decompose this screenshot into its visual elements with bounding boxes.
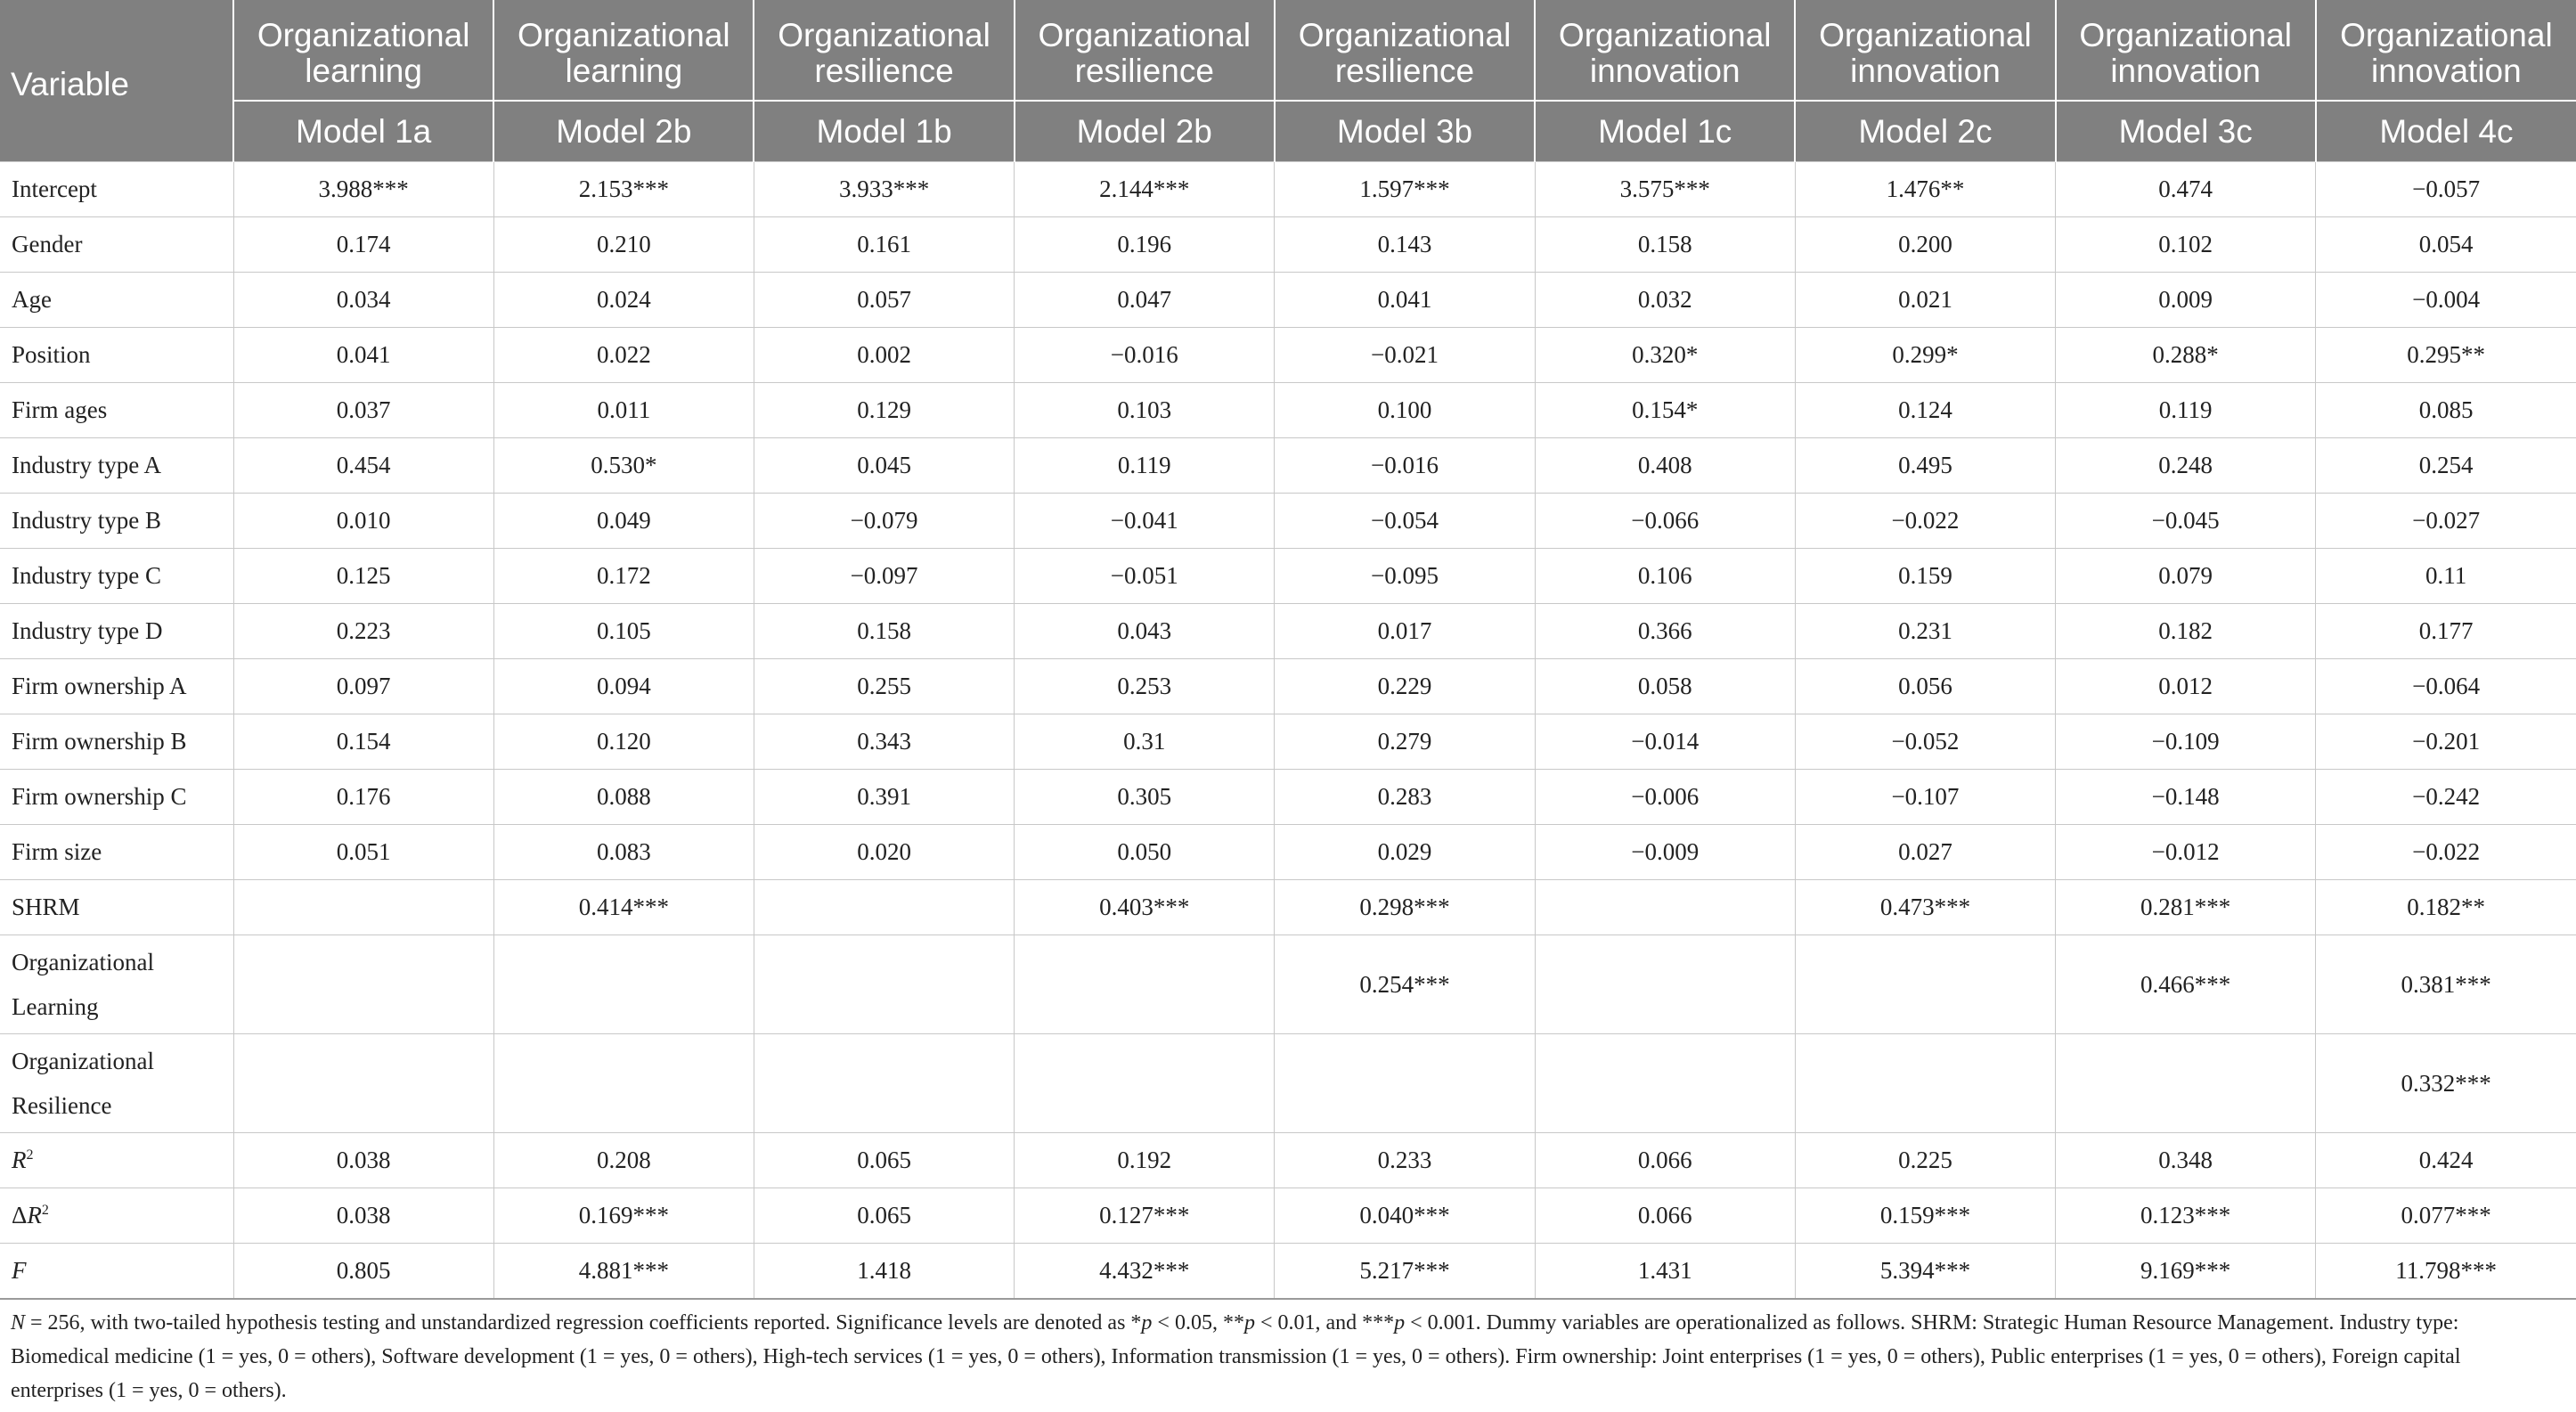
table-cell: 0.11: [2316, 549, 2576, 604]
table-cell: 0.066: [1535, 1133, 1795, 1188]
table-cell: −0.021: [1275, 328, 1535, 383]
table-cell: 0.381***: [2316, 935, 2576, 1034]
table-cell: [1535, 1034, 1795, 1133]
table-cell: 0.043: [1015, 604, 1275, 659]
table-row-f: [0, 1244, 2576, 1300]
model-header: Model 3c: [2056, 101, 2316, 162]
table-cell: 0.233: [1275, 1133, 1535, 1188]
outcome-header: Organizational resilience: [1015, 0, 1275, 101]
table-cell: 0.281***: [2056, 880, 2316, 935]
table-row: [0, 494, 2576, 549]
table-cell: 0.127***: [1015, 1188, 1275, 1244]
table-cell: 0.065: [754, 1188, 1014, 1244]
table-cell: 0.200: [1795, 217, 2055, 273]
table-cell: 0.154*: [1535, 383, 1795, 438]
table-cell: 0.103: [1015, 383, 1275, 438]
row-label: Industry type C: [0, 549, 233, 604]
table-cell: 0.077***: [2316, 1188, 2576, 1244]
table-row: [0, 825, 2576, 880]
table-cell: −0.022: [1795, 494, 2055, 549]
note-text: < 0.05, **: [1152, 1311, 1244, 1334]
table-cell: 0.283: [1275, 770, 1535, 825]
table-cell: 0.050: [1015, 825, 1275, 880]
table-cell: 0.210: [493, 217, 754, 273]
table-cell: 0.022: [493, 328, 754, 383]
note-p: p: [1141, 1311, 1153, 1334]
row-label: Organizational Learning: [0, 935, 233, 1034]
table-cell: 0.192: [1015, 1133, 1275, 1188]
table-row: [0, 549, 2576, 604]
row-label: Industry type B: [0, 494, 233, 549]
table-cell: 0.255: [754, 659, 1014, 714]
table-cell: 0.366: [1535, 604, 1795, 659]
table-cell: 0.066: [1535, 1188, 1795, 1244]
table-cell: 3.933***: [754, 162, 1014, 217]
table-cell: 0.229: [1275, 659, 1535, 714]
table-cell: [2056, 1034, 2316, 1133]
table-cell: 0.154: [233, 714, 493, 770]
table-cell: 0.002: [754, 328, 1014, 383]
table-cell: 0.024: [493, 273, 754, 328]
table-cell: −0.064: [2316, 659, 2576, 714]
table-cell: 2.153***: [493, 162, 754, 217]
table-cell: 0.466***: [2056, 935, 2316, 1034]
row-label: SHRM: [0, 880, 233, 935]
table-cell: −0.012: [2056, 825, 2316, 880]
table-cell: −0.016: [1275, 438, 1535, 494]
table-cell: 0.125: [233, 549, 493, 604]
table-cell: 0.254***: [1275, 935, 1535, 1034]
table-cell: 0.248: [2056, 438, 2316, 494]
table-cell: 0.254: [2316, 438, 2576, 494]
table-cell: 0.056: [1795, 659, 2055, 714]
table-cell: 0.045: [754, 438, 1014, 494]
model-header: Model 3b: [1275, 101, 1535, 162]
outcome-header: Organizational resilience: [754, 0, 1014, 101]
note-text: < 0.01, and ***: [1254, 1311, 1395, 1334]
table-cell: 0.065: [754, 1133, 1014, 1188]
table-cell: 0.169***: [493, 1188, 754, 1244]
row-label: Firm ownership C: [0, 770, 233, 825]
table-cell: 0.288*: [2056, 328, 2316, 383]
outcome-header: Organizational innovation: [1795, 0, 2055, 101]
table-cell: 0.012: [2056, 659, 2316, 714]
table-cell: 0.158: [1535, 217, 1795, 273]
table-cell: −0.107: [1795, 770, 2055, 825]
table-cell: 0.298***: [1275, 880, 1535, 935]
row-label: Age: [0, 273, 233, 328]
table-cell: 0.408: [1535, 438, 1795, 494]
row-label: Intercept: [0, 162, 233, 217]
table-cell: 0.058: [1535, 659, 1795, 714]
table-cell: [1535, 935, 1795, 1034]
table-cell: 0.040***: [1275, 1188, 1535, 1244]
table-cell: 0.495: [1795, 438, 2055, 494]
table-body: [0, 162, 2576, 1133]
model-header: Model 2b: [1015, 101, 1275, 162]
note-p: p: [1243, 1311, 1255, 1334]
table-row: [0, 880, 2576, 935]
table-row: [0, 770, 2576, 825]
table-row: [0, 604, 2576, 659]
table-cell: 0.320*: [1535, 328, 1795, 383]
table-cell: 0.805: [233, 1244, 493, 1300]
table-cell: 5.217***: [1275, 1244, 1535, 1300]
table-cell: [1275, 1034, 1535, 1133]
row-label: Firm ownership B: [0, 714, 233, 770]
table-cell: [1795, 935, 2055, 1034]
table-cell: 11.798***: [2316, 1244, 2576, 1300]
table-cell: [233, 935, 493, 1034]
row-label: Industry type A: [0, 438, 233, 494]
table-row: [0, 935, 2576, 1034]
table-cell: 3.575***: [1535, 162, 1795, 217]
table-cell: 0.158: [754, 604, 1014, 659]
table-cell: 0.011: [493, 383, 754, 438]
table-cell: [493, 1034, 754, 1133]
table-cell: 1.597***: [1275, 162, 1535, 217]
table-cell: 0.474: [2056, 162, 2316, 217]
table-cell: 0.100: [1275, 383, 1535, 438]
table-cell: 0.176: [233, 770, 493, 825]
note-n: N: [11, 1311, 26, 1334]
table-cell: 0.295**: [2316, 328, 2576, 383]
table-cell: −0.014: [1535, 714, 1795, 770]
table-cell: [233, 1034, 493, 1133]
table-cell: 0.414***: [493, 880, 754, 935]
table-cell: 0.172: [493, 549, 754, 604]
table-cell: 0.332***: [2316, 1034, 2576, 1133]
table-cell: 0.348: [2056, 1133, 2316, 1188]
table-cell: −0.022: [2316, 825, 2576, 880]
table-cell: 0.454: [233, 438, 493, 494]
table-row: [0, 438, 2576, 494]
table-cell: 0.088: [493, 770, 754, 825]
table-cell: 0.182: [2056, 604, 2316, 659]
table-cell: 0.403***: [1015, 880, 1275, 935]
table-cell: −0.016: [1015, 328, 1275, 383]
table-cell: [493, 935, 754, 1034]
row-label: Firm ownership A: [0, 659, 233, 714]
table-cell: 0.143: [1275, 217, 1535, 273]
row-label-delta-r2: $\Delta R^2$: [0, 1188, 233, 1244]
table-cell: 0.105: [493, 604, 754, 659]
table-cell: 0.102: [2056, 217, 2316, 273]
model-header: Model 2c: [1795, 101, 2055, 162]
row-label-r2: $R^2$: [0, 1133, 233, 1188]
table-cell: 0.299*: [1795, 328, 2055, 383]
row-label: Organizational Resilience: [0, 1034, 233, 1133]
table-cell: 0.021: [1795, 273, 2055, 328]
table-cell: 0.391: [754, 770, 1014, 825]
table-cell: 1.418: [754, 1244, 1014, 1300]
table-cell: 0.223: [233, 604, 493, 659]
table-cell: 0.038: [233, 1133, 493, 1188]
row-label: Gender: [0, 217, 233, 273]
table-cell: 0.123***: [2056, 1188, 2316, 1244]
model-header: Model 2b: [493, 101, 754, 162]
table-cell: 0.097: [233, 659, 493, 714]
table-cell: 0.020: [754, 825, 1014, 880]
table-cell: −0.148: [2056, 770, 2316, 825]
note-p: p: [1394, 1311, 1406, 1334]
row-label-f: F: [0, 1244, 233, 1300]
table-cell: −0.057: [2316, 162, 2576, 217]
table-cell: 0.305: [1015, 770, 1275, 825]
table-cell: 0.129: [754, 383, 1014, 438]
outcome-header: Organizational learning: [233, 0, 493, 101]
table-row: [0, 714, 2576, 770]
table-cell: 3.988***: [233, 162, 493, 217]
table-stats: [0, 1133, 2576, 1300]
table-cell: 0.174: [233, 217, 493, 273]
table-cell: 0.208: [493, 1133, 754, 1188]
table-cell: 0.343: [754, 714, 1014, 770]
row-label: Position: [0, 328, 233, 383]
outcome-header: Organizational innovation: [1535, 0, 1795, 101]
table-row: [0, 273, 2576, 328]
table-cell: −0.041: [1015, 494, 1275, 549]
table-row: [0, 1034, 2576, 1133]
row-label: Firm ages: [0, 383, 233, 438]
table-cell: −0.027: [2316, 494, 2576, 549]
table-cell: −0.109: [2056, 714, 2316, 770]
model-header: Model 1a: [233, 101, 493, 162]
table-cell: 0.182**: [2316, 880, 2576, 935]
table-cell: −0.009: [1535, 825, 1795, 880]
table-cell: 0.473***: [1795, 880, 2055, 935]
table-cell: 0.083: [493, 825, 754, 880]
table-cell: 0.279: [1275, 714, 1535, 770]
model-header: Model 1c: [1535, 101, 1795, 162]
table-cell: [1015, 1034, 1275, 1133]
table-cell: 0.079: [2056, 549, 2316, 604]
model-header: Model 1b: [754, 101, 1014, 162]
table-cell: −0.095: [1275, 549, 1535, 604]
table-cell: 0.31: [1015, 714, 1275, 770]
table-cell: 0.196: [1015, 217, 1275, 273]
table-cell: 0.047: [1015, 273, 1275, 328]
table-cell: 0.106: [1535, 549, 1795, 604]
table-cell: 1.476**: [1795, 162, 2055, 217]
table-cell: 0.225: [1795, 1133, 2055, 1188]
table-cell: 0.094: [493, 659, 754, 714]
table-cell: −0.045: [2056, 494, 2316, 549]
table-cell: −0.054: [1275, 494, 1535, 549]
outcome-header: Organizational resilience: [1275, 0, 1535, 101]
table-cell: −0.004: [2316, 273, 2576, 328]
table-header: [0, 0, 2576, 162]
table-cell: [754, 935, 1014, 1034]
note-text: < 0.001. Dummy variables are operationalized as follows. SHRM: Strategic Human Resource Management. Industry type: Biomedical medicine (1 = yes, 0 = others), Software development (1 = yes, 0 = others), High-tech services (1 = yes, 0 = others), Information transmission (1 = yes, 0 = others). Firm ownership: Joint enterprises (1 = yes, 0 = others), Public enterprises (1 = yes, 0 = others), Foreign capital enterprises (1 = yes, 0 = others).: [11, 1311, 2461, 1402]
table-cell: 0.424: [2316, 1133, 2576, 1188]
table-cell: 0.124: [1795, 383, 2055, 438]
table-cell: 0.159: [1795, 549, 2055, 604]
note-text: = 256, with two-tailed hypothesis testing and unstandardized regression coefficients reported. Significance levels are denoted as *: [25, 1311, 1142, 1334]
table-footnote: [11, 1306, 2558, 1408]
outcome-header: Organizational innovation: [2316, 0, 2576, 101]
table-cell: −0.201: [2316, 714, 2576, 770]
table-cell: −0.051: [1015, 549, 1275, 604]
table-cell: 9.169***: [2056, 1244, 2316, 1300]
table-cell: 0.057: [754, 273, 1014, 328]
row-label: Industry type D: [0, 604, 233, 659]
table-cell: [1535, 880, 1795, 935]
table-cell: [754, 880, 1014, 935]
table-cell: [754, 1034, 1014, 1133]
table-cell: 1.431: [1535, 1244, 1795, 1300]
table-cell: −0.006: [1535, 770, 1795, 825]
header-row-models: [0, 101, 2576, 162]
table-cell: 0.120: [493, 714, 754, 770]
row-label: Firm size: [0, 825, 233, 880]
table-cell: 2.144***: [1015, 162, 1275, 217]
table-cell: 0.085: [2316, 383, 2576, 438]
table-cell: 0.009: [2056, 273, 2316, 328]
table-row-delta-r2: [0, 1188, 2576, 1244]
table-cell: 0.010: [233, 494, 493, 549]
table-cell: 0.049: [493, 494, 754, 549]
table-cell: 0.037: [233, 383, 493, 438]
table-cell: 0.029: [1275, 825, 1535, 880]
table-cell: −0.079: [754, 494, 1014, 549]
table-cell: −0.066: [1535, 494, 1795, 549]
table-cell: 0.038: [233, 1188, 493, 1244]
table-cell: 0.159***: [1795, 1188, 2055, 1244]
table-cell: [233, 880, 493, 935]
table-cell: [1795, 1034, 2055, 1133]
table-cell: 0.119: [2056, 383, 2316, 438]
table-cell: 0.231: [1795, 604, 2055, 659]
table-cell: −0.097: [754, 549, 1014, 604]
header-row-outcomes: [0, 0, 2576, 101]
table-row: [0, 162, 2576, 217]
table-row-r2: [0, 1133, 2576, 1188]
outcome-header: Organizational learning: [493, 0, 754, 101]
table-row: [0, 659, 2576, 714]
table-cell: [1015, 935, 1275, 1034]
outcome-header: Organizational innovation: [2056, 0, 2316, 101]
table-row: [0, 383, 2576, 438]
table-cell: 0.530*: [493, 438, 754, 494]
table-cell: 0.017: [1275, 604, 1535, 659]
table-cell: 4.432***: [1015, 1244, 1275, 1300]
table-cell: 0.161: [754, 217, 1014, 273]
variable-column-header: Variable: [0, 0, 233, 162]
table-cell: 0.041: [233, 328, 493, 383]
table-cell: 0.253: [1015, 659, 1275, 714]
table-cell: 0.041: [1275, 273, 1535, 328]
model-header: Model 4c: [2316, 101, 2576, 162]
table-row: [0, 217, 2576, 273]
table-cell: 0.027: [1795, 825, 2055, 880]
table-cell: 0.051: [233, 825, 493, 880]
table-row: [0, 328, 2576, 383]
table-cell: 0.054: [2316, 217, 2576, 273]
table-cell: 0.119: [1015, 438, 1275, 494]
table-cell: 0.177: [2316, 604, 2576, 659]
table-cell: 0.034: [233, 273, 493, 328]
table-cell: 5.394***: [1795, 1244, 2055, 1300]
table-cell: 0.032: [1535, 273, 1795, 328]
table-cell: −0.242: [2316, 770, 2576, 825]
table-cell: −0.052: [1795, 714, 2055, 770]
table-cell: 4.881***: [493, 1244, 754, 1300]
